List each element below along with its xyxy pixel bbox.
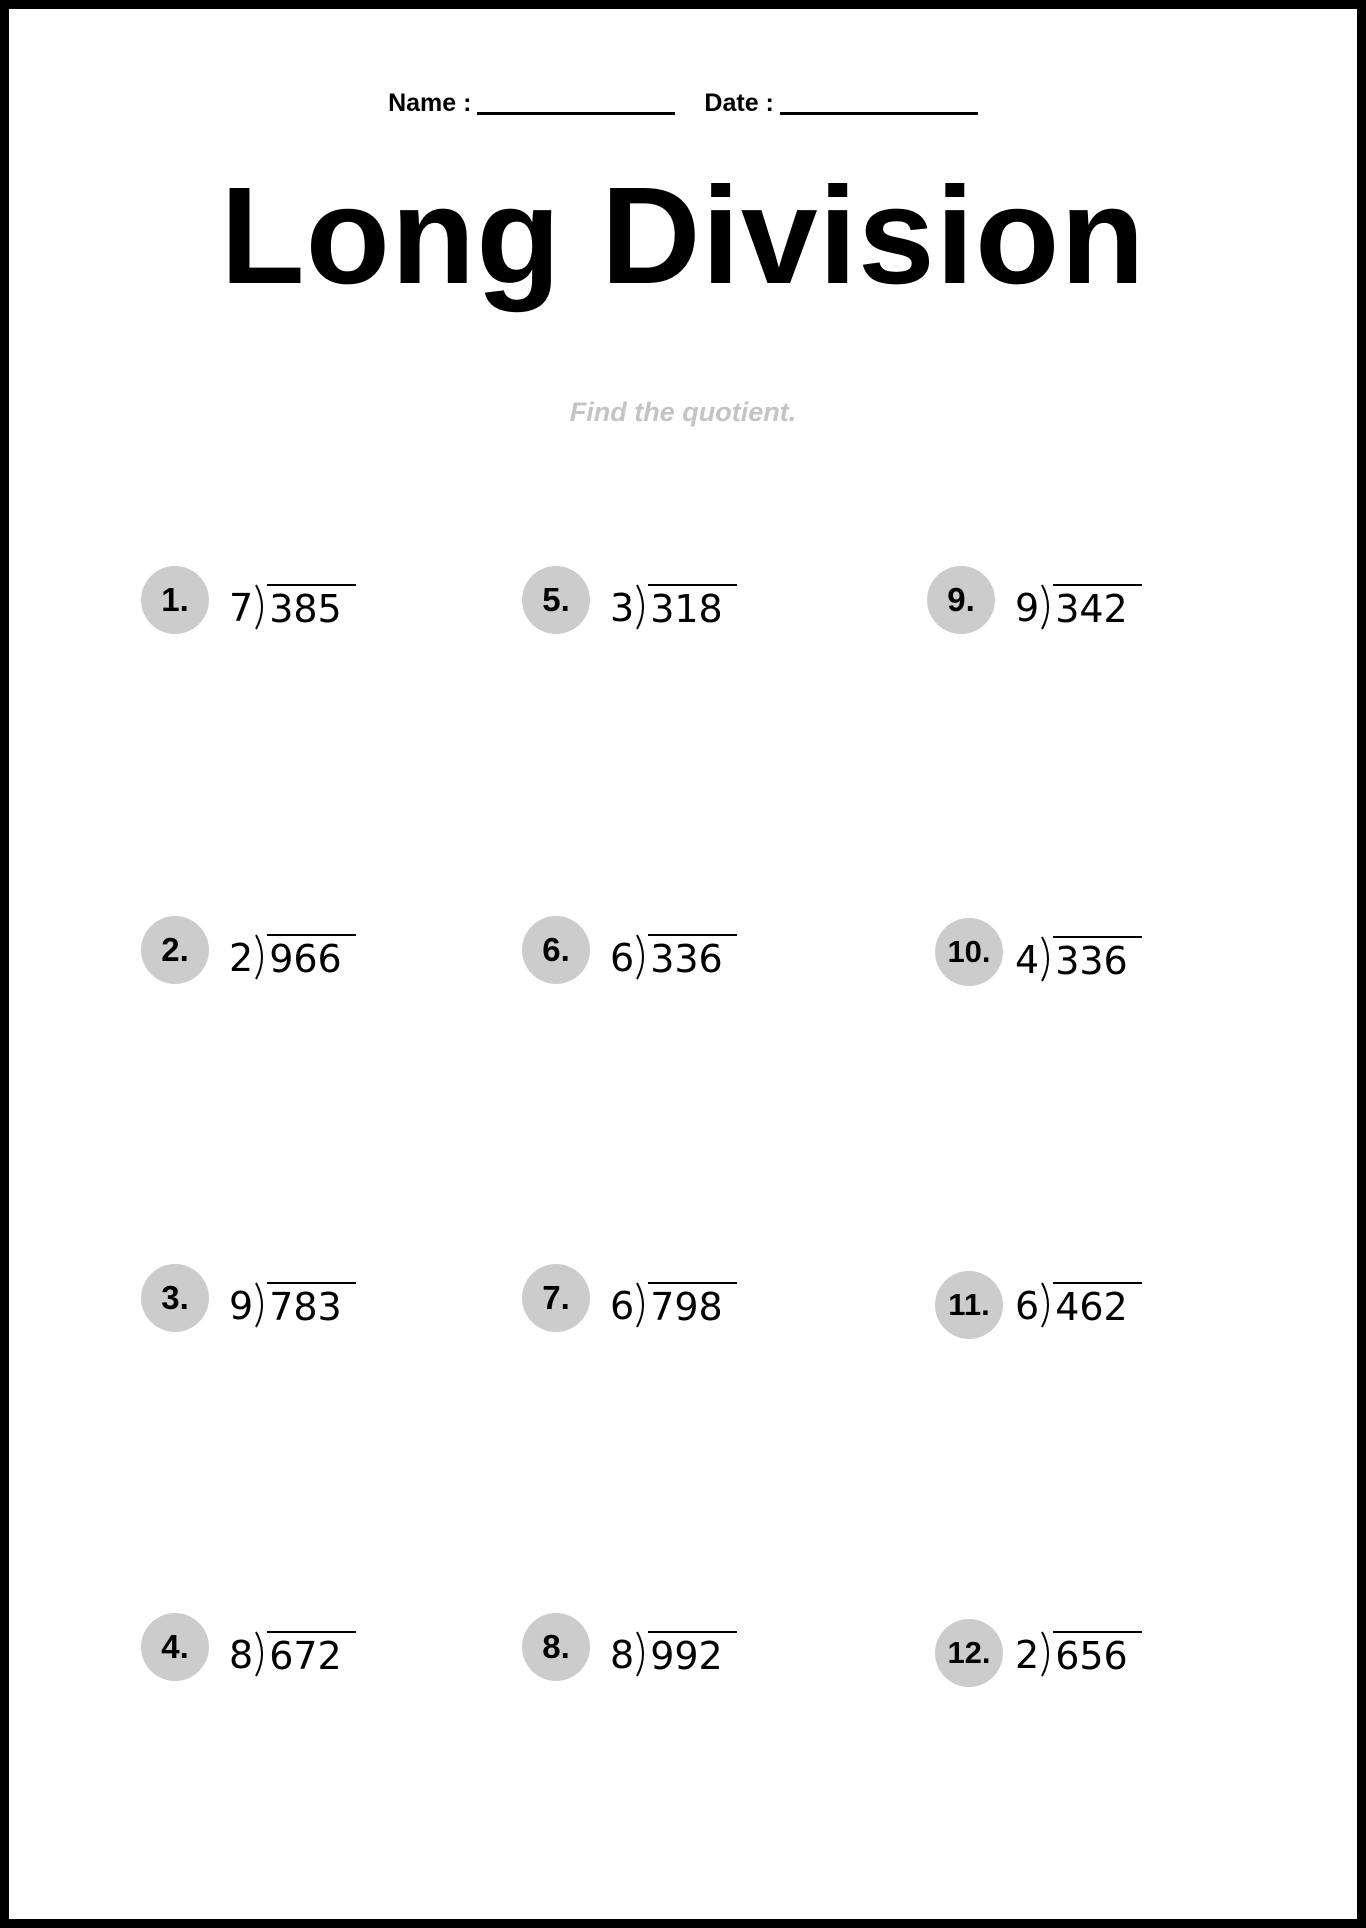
date-label: Date :	[704, 89, 774, 117]
problem-number-badge: 9.	[927, 566, 995, 634]
divisor: 7	[229, 586, 254, 630]
dividend: 656	[1053, 1631, 1142, 1679]
division-bracket	[636, 1282, 648, 1328]
dividend: 318	[648, 584, 737, 632]
problem-12	[935, 1619, 1235, 1699]
division-bracket	[255, 934, 267, 980]
dividend: 336	[648, 934, 737, 982]
problem-number-badge: 10.	[935, 918, 1003, 986]
problem-number-badge: 4.	[141, 1613, 209, 1681]
page-title: Long Division	[220, 159, 1146, 313]
dividend: 385	[267, 584, 356, 632]
divisor: 6	[610, 936, 635, 980]
dividend: 798	[648, 1282, 737, 1330]
division-expression	[1015, 1631, 1142, 1679]
division-bracket	[1041, 584, 1053, 630]
division-bracket	[255, 584, 267, 630]
problem-number-badge: 3.	[141, 1264, 209, 1332]
problem-8	[522, 1613, 822, 1693]
problem-11	[935, 1271, 1235, 1351]
date-blank-line[interactable]	[780, 88, 978, 115]
problem-6	[522, 916, 822, 996]
division-bracket	[636, 1631, 648, 1677]
name-field	[388, 89, 675, 118]
name-label: Name :	[388, 89, 472, 117]
division-expression	[610, 584, 737, 632]
divisor: 8	[610, 1633, 635, 1677]
problem-number-badge: 11.	[935, 1271, 1003, 1339]
problem-10	[935, 918, 1235, 998]
division-expression	[229, 1631, 356, 1679]
dividend: 783	[267, 1282, 356, 1330]
divisor: 9	[229, 1284, 254, 1328]
divisor: 3	[610, 586, 635, 630]
problem-7	[522, 1264, 822, 1344]
problem-number-badge: 12.	[935, 1619, 1003, 1687]
divisor: 6	[1015, 1284, 1040, 1328]
dividend: 342	[1053, 584, 1142, 632]
problem-5	[522, 566, 822, 646]
division-bracket	[636, 584, 648, 630]
division-expression	[610, 1631, 737, 1679]
divisor: 9	[1015, 586, 1040, 630]
problem-number-badge: 7.	[522, 1264, 590, 1332]
divisor: 2	[229, 936, 254, 980]
dividend: 992	[648, 1631, 737, 1679]
division-bracket	[1041, 1282, 1053, 1328]
division-expression	[229, 934, 356, 982]
name-blank-line[interactable]	[477, 88, 675, 115]
problem-9	[927, 566, 1227, 646]
division-expression	[229, 1282, 356, 1330]
dividend: 966	[267, 934, 356, 982]
division-expression	[1015, 1282, 1142, 1330]
problem-number-badge: 1.	[141, 566, 209, 634]
dividend: 672	[267, 1631, 356, 1679]
division-bracket	[1041, 936, 1053, 982]
problem-4	[141, 1613, 441, 1693]
problem-number-badge: 5.	[522, 566, 590, 634]
dividend: 336	[1053, 936, 1142, 984]
dividend: 462	[1053, 1282, 1142, 1330]
division-expression	[229, 584, 356, 632]
division-bracket	[1041, 1631, 1053, 1677]
problem-number-badge: 6.	[522, 916, 590, 984]
division-expression	[610, 934, 737, 982]
divisor: 4	[1015, 938, 1040, 982]
division-expression	[1015, 936, 1142, 984]
instruction-text: Find the quotient.	[569, 397, 797, 427]
problem-2	[141, 916, 441, 996]
division-bracket	[636, 934, 648, 980]
header-row	[9, 89, 1357, 118]
problem-3	[141, 1264, 441, 1344]
divisor: 6	[610, 1284, 635, 1328]
problem-number-badge: 2.	[141, 916, 209, 984]
problem-number-badge: 8.	[522, 1613, 590, 1681]
divisor: 2	[1015, 1633, 1040, 1677]
divisor: 8	[229, 1633, 254, 1677]
date-field	[704, 89, 977, 118]
division-expression	[1015, 584, 1142, 632]
division-expression	[610, 1282, 737, 1330]
problem-1	[141, 566, 441, 646]
division-bracket	[255, 1631, 267, 1677]
division-bracket	[255, 1282, 267, 1328]
